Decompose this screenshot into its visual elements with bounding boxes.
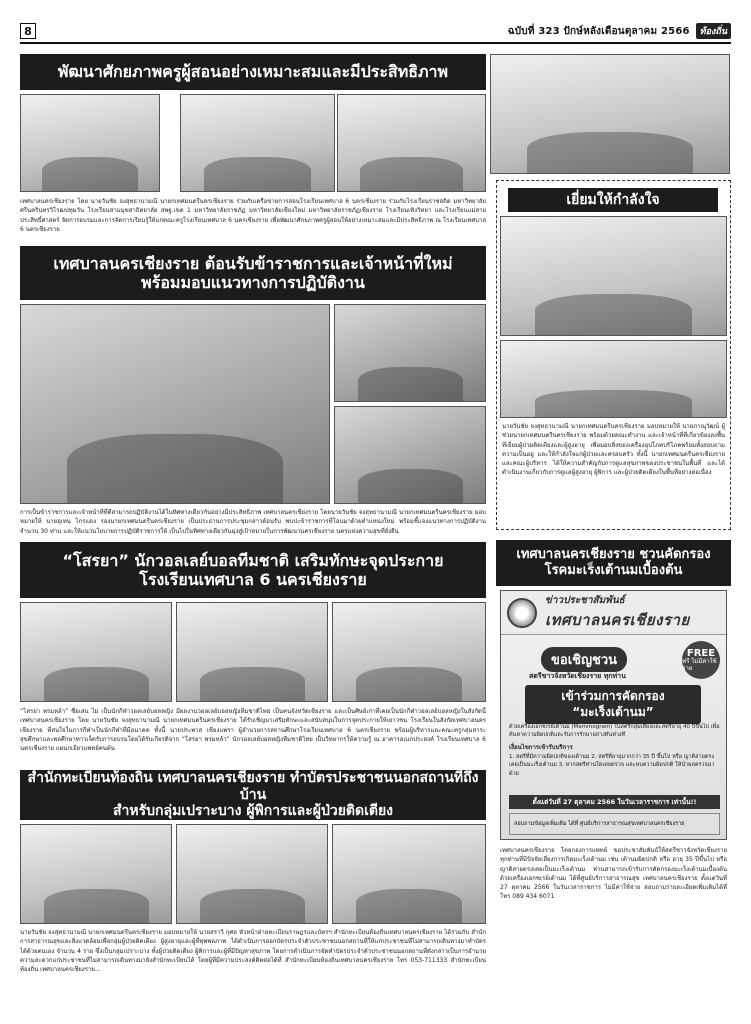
poster-join-banner <box>525 685 701 724</box>
volleyball-photo-court <box>332 602 486 702</box>
poster-brand-line1: ข่าวประชาสัมพันธ์ <box>545 595 625 606</box>
issue-info: ฉบับที่ 323 ปักษ์หลังเดือนตุลาคม 2566 <box>507 25 690 37</box>
poster-brand <box>545 593 690 632</box>
poster-detail: ด้วยเครื่องเอกซเรย์เต้านม (Mammogram) ในสตรีกลุ่มเสี่ยงและสตรีอายุ 40 ปีขึ้นไป เพื่อค้นหาความผิดปกติและรับการรักษาอย่างทันท่วงที <box>509 724 720 739</box>
teacher-photo-presenters <box>180 94 335 192</box>
registration-photo-officers <box>332 824 486 924</box>
officials-caption: การเป็นข้าราชการและเจ้าหน้าที่ที่ดีสามารถปฏิบัติงานได้ในทิศทางเดียวกันอย่างมีประสิทธิภาพ เทศบาลนครเชียงราย โดยนายวันชัย จงสุทธานามณี นายกเทศมนตรีนครเชียงราย มอบหมายให้ นายอุเทน ไกรแดง รองนายกเทศมนตรีนครเชียงราย เป็นประธานการประชุมกล่าวต้อนรับ พบปะข้าราชการที่โอนมาด้วยตำแหน่งใหม่ พร้อมชี้แจงแนวทางการปฏิบัติงาน จำนวน 30 ท่าน และให้แนวนโยบายการปฏิบัติราชการให้ เป็นไปในทิศทางเดียวกันมุ่งสู่เป้าหมายในการพัฒนานครเชียงราย นครแห่งความสุขที่ยั่งยืน <box>20 509 486 535</box>
screening-headline-line2: โรคมะเร็งเต้านมเบื้องต้น <box>544 563 683 578</box>
teacher-headline-text: พัฒนาศักยภาพครูผู้สอนอย่างเหมาะสมและมีประสิทธิภาพ <box>57 62 449 82</box>
registration-headline-line2: สำหรับกลุ่มเปราะบาง ผู้พิการและผู้ป่วยติดเตียง <box>112 803 394 820</box>
poster-join-line1: เข้าร่วมการคัดกรอง <box>561 689 665 703</box>
officials-headline-line2: พร้อมมอบแนวทางการปฏิบัติงาน <box>141 273 365 292</box>
visit-photo-group <box>500 216 727 336</box>
teacher-headline <box>20 54 486 90</box>
officials-headline <box>20 246 486 300</box>
registration-headline <box>20 770 486 820</box>
visit-headline <box>508 188 718 212</box>
volleyball-photo-player <box>20 602 172 702</box>
teacher-caption: เทศบาลนครเชียงราย โดย นายวันชัย จงสุทธานามณี นายกเทศมนตรีนครเชียงราย ร่วมกับเครือข่ายการสอนโรงเรียนเทศบาล 6 นครเชียงราย ร่วมกับโรงเรียนราชสถิต มหาวิทยาลัยศรีนครินทรวิโรฒปทุมวัน โรงเรียนสามมุขสาธิตยาลัย สพฐ.เขต 1 มหาวิทยาลัยราชภัฏ มหาวิทยาลัยเชียงใหม่ มหาวิทยาลัยราชภัฏเชียงราย โรงเรียนเทิงวิทยา และโรงเรียนแม่สายประสิทธิ์ศาสตร์ จัดการอบรมและการจัดการเรียนรู้ให้แก่คณะครูโรงเรียนเทศบาล 6 นครเชียงราย เพื่อพัฒนาศักยภาพครูผู้สอนให้อย่างเหมาะสมและมีประสิทธิภาพ ณ โรงเรียนเทศบาล 6 นครเชียงราย <box>20 198 486 233</box>
teacher-photo-seminar-room <box>490 54 730 174</box>
poster-invite: ขอเชิญชวน <box>541 647 627 672</box>
free-badge-label: FREE <box>686 647 716 659</box>
officials-photo-meeting-room <box>20 304 330 504</box>
poster-date-bar: ตั้งแต่วันที่ 27 ตุลาคม 2566 ในวันเวลาราชการ เท่านั้น!! <box>509 795 720 809</box>
header-rule <box>20 42 731 44</box>
volleyball-caption: “โสรยา พรมหล้า” ชื่อเล่น ไม่ เป็นนักกีฬาวอลเลย์บอลหญิง มีผลงานวอลเลย์บอลหญิงทีมชาติไทย เป็นคนจังหวัดเชียงราย และเป็นศิษย์เก่าที่เคยเป็นนักกีฬาวอลเลย์บอลหญิงในสังกัดนี้ เทศบาลนครเชียงราย โดย นายวันชัย จงสุทธานามณี นายกเทศมนตรีนครเชียงราย ได้รับเชิญมาเสริมทักษะและสนับสนุนในการจุดประกายให้เยาวชน โรงเรียนในสังกัดเทศบาลนครเชียงราย ที่สนใจในการกีฬาเป็นนักกีฬาที่มีอนาคต ทั้งนี้ นายประพาส เชียงแพรา ผู้อำนวยการสถานศึกษาโรงเรียนเทศบาล 6 นครเชียงราย พร้อมผู้บริหารและคณะครูกลุ่มสาระสุขศึกษาและพลศึกษาทาวเจ็ดรับการอบรมโดยได้รับเกียรติจาก “โสรยา พรมหล้า” นักวอลเลย์บอลหญิงทีมชาติไทย เป็นวิทยากรให้ความรู้ ณ อาคารอเนกประสงค์ โรงเรียนเทศบาล 6 นครเชียงราย แผนกเยียวแพทย์คนต้น <box>20 708 486 753</box>
poster-brand-line2: เทศบาลนครเชียงราย <box>545 611 690 629</box>
visit-headline-text: เยี่ยมให้กำลังใจ <box>566 191 660 208</box>
poster-criteria-title: เงื่อนไขการเข้ารับบริการ <box>509 744 573 751</box>
screening-headline <box>496 540 731 586</box>
teacher-photo-workshop <box>337 94 486 192</box>
visit-caption: นายวันชัย จงสุทธานามณี นายกเทศมนตรีนครเชียงราย มอบหมายให้ นายภาณุวัฒน์ ผู้ช่วยนายกเทศมนตรีนครเชียงราย พร้อมด้วยคณะทำงาน และเจ้าหน้าที่ที่เกี่ยวข้องลงพื้นที่เยี่ยมผู้ป่วยติดเตียงและผู้สูงอายุ เพื่อมอบสิ่งของเครื่องอุปโภคบริโภคพร้อมทั้งสอบถามความเป็นอยู่ และให้กำลังใจแก่ผู้ป่วยและครอบครัว ทั้งนี้ นายกเทศมนตรีนครเชียงราย และคณะผู้บริหาร ได้ให้ความสำคัญกับการดูแลสุขภาพของประชาชนในพื้นที่ และได้ดำเนินงานเกี่ยวกับการดูแลผู้สูงอายุ ผู้พิการ และผู้ป่วยติดเตียงในพื้นที่อย่างต่อเนื่อง <box>502 423 725 477</box>
registration-caption: นายวันชัย จงสุทธานามณี นายกเทศมนตรีนครเชียงราย มอบหมายให้ นายสราวิ กุศล หัวหน้าฝ่ายทะเบียนราษฎรและบัตรฯ สำนักทะเบียนท้องถิ่นเทศบาลนครเชียงราย ได้ร่วมกับ สำนักการสาธารณสุขและสิ่งแวดล้อมเพื่อกลุ่มผู้ป่วยติดเตียง ผู้สูงอายุและผู้ที่ทุพพลภาพ ได้ดำเนินการออกบัตรประจำตัวประชาชนนอกสถานที่ให้แก่ประชาชนที่ไม่สามารถเดินทางมาทำบัตรได้ด้วยตนเอง จำนวน 4 ราย ซึ่งเป็นกลุ่มเปราะบาง ทั้งผู้ป่วยติดเตียง ผู้พิการและผู้ที่มีปัญหาสุขภาพ โดยการดำเนินการจัดทำบัตรประจำตัวประชาชนนอกสถานที่ดังกล่าวเป็นการอำนวยความสะดวกแก่ประชาชนที่ไม่สามารถเดินทางมายังสำนักทะเบียนได้ โดยผู้ที่มีความประสงค์ติดต่อได้ที่ สำนักทะเบียนท้องถิ่นเทศบาลนครเชียงราย โทร 053-711333 สำนักทะเบียนท้องถิ่น เทศบาลนครเชียงราย... <box>20 929 486 974</box>
registration-photo-home-visit <box>20 824 172 924</box>
officials-photo-attendees <box>334 406 486 504</box>
municipality-emblem-icon <box>507 598 537 628</box>
newspaper-logo: ท้องถิ่น <box>696 23 731 39</box>
poster-contact-bar: สอบถามข้อมูลเพิ่มเติม ได้ที่ ศูนย์บริการสาธารณสุขเทศบาลนครเชียงราย <box>509 813 720 835</box>
registration-headline-line1: สำนักทะเบียนท้องถิ่น เทศบาลนครเชียงราย ทำบัตรประชาชนนอกสถานที่ถึงบ้าน <box>27 769 479 803</box>
registration-photo-bedridden <box>176 824 328 924</box>
page-number: 8 <box>20 23 36 39</box>
volleyball-headline <box>20 542 486 598</box>
screening-headline-line1: เทศบาลนครเชียงราย ชวนคัดกรอง <box>516 547 711 563</box>
officials-photo-speaker <box>334 304 486 402</box>
screening-poster <box>500 590 727 840</box>
poster-header <box>501 591 726 635</box>
poster-invite-sub: สตรีชาวจังหวัดเชียงราย ทุกท่าน <box>529 672 626 680</box>
volleyball-headline-line2: โรงเรียนเทศบาล 6 นครเชียงราย <box>139 570 367 589</box>
teacher-photo-classroom <box>20 94 160 192</box>
volleyball-photo-team <box>176 602 328 702</box>
poster-join-line2: “มะเร็งเต้านม” <box>572 704 654 719</box>
visit-photo-patient <box>500 340 727 418</box>
free-badge <box>682 641 720 679</box>
screening-caption: เทศบาลนครเชียงราย โดยกองการแพทย์ ขอประชาสัมพันธ์ให้สตรีชาวจังหวัดเชียงราย ทุกท่านที่มีปัจจัยเสี่ยงการเกิดมะเร็งเต้านม เช่น เต้านมผิดปกติ หรือ อายุ 35 ปีขึ้นไป หรือ ญาติสายตรงเคยเป็นมะเร็งเต้านม ท่านสามารถเข้ารับการคัดกรองมะเร็งเต้านมเบื้องต้นด้วยเครื่องเอกซเรย์เต้านม ได้ที่ศูนย์บริการสาธารณสุข เทศบาลนครเชียงราย ตั้งแต่วันที่ 27 ตุลาคม 2566 ในวันเวลาราชการ ไม่มีค่าใช้จ่าย สอบถามรายละเอียดเพิ่มเติมได้ที่ โทร 089 434 6071 <box>500 847 727 901</box>
poster-criteria: 1. สตรีที่มีความผิดปกติของเต้านม 2. สตรีที่อายุมากกว่า 35 ปี ขึ้นไป หรือ ญาติสายตรงเคยเป็นมะเร็งเต้านม 3. หากสตรีท่านใดเคยตรวจ และพบความผิดปกติ ให้นำผลตรวจมาด้วย <box>509 754 715 777</box>
officials-headline-line1: เทศบาลนครเชียงราย ต้อนรับข้าราชการและเจ้าหน้าที่ใหม่ <box>53 253 453 273</box>
free-badge-sub: ฟรี ไม่มีค่าใช้จ่าย <box>682 657 717 672</box>
page-header <box>20 22 731 40</box>
volleyball-headline-line1: “โสรยา” นักวอลเลย์บอลทีมชาติ เสริมทักษะจุดประกาย <box>62 550 444 570</box>
